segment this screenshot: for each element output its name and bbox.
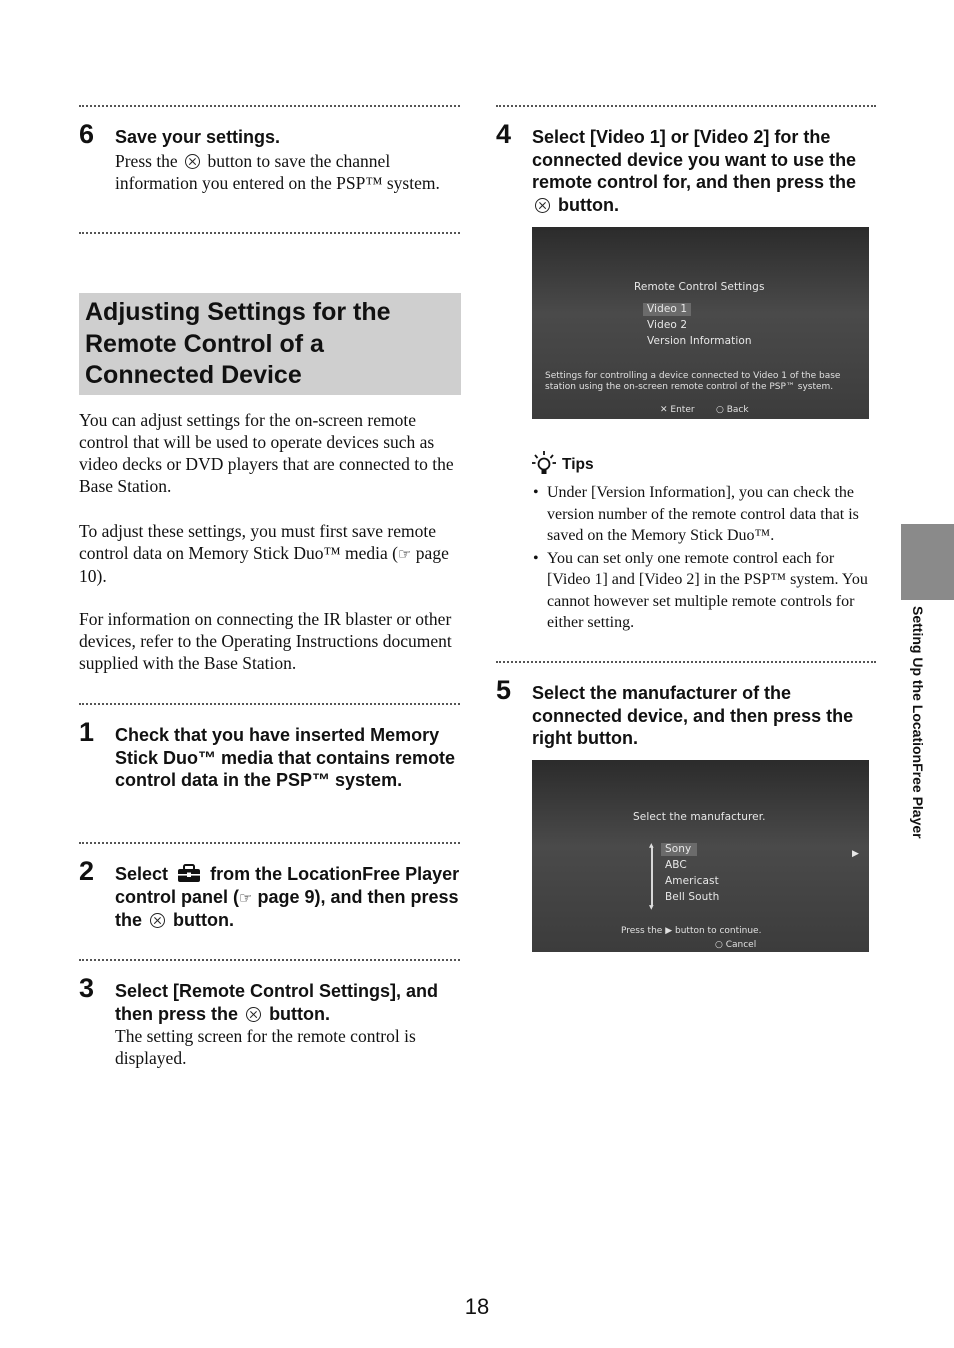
step-5-number: 5 xyxy=(496,675,512,705)
screen-title: Remote Control Settings xyxy=(634,281,765,293)
manufacturer-item-abc[interactable]: ABC xyxy=(665,859,687,871)
step-5-title: Select the manufacturer of the connected device, and then press the right button. xyxy=(532,683,854,748)
separator-dots xyxy=(496,661,876,663)
step-2-title xyxy=(115,863,465,932)
screen-description: Settings for controlling a device connected to Video 1 of the base station using the on-screen remote control of the PSP™ system. xyxy=(545,371,841,392)
step-6-title: Save your settings. xyxy=(115,127,281,147)
section-heading-box xyxy=(79,293,461,395)
separator-dots xyxy=(79,105,460,107)
intro-paragraph-2-ref: page 10). xyxy=(79,543,449,586)
step-6-body-pre: Press the xyxy=(115,151,178,171)
step-3-title-post: button. xyxy=(269,1003,331,1024)
separator-dots xyxy=(79,232,460,234)
menu-item-video-1[interactable]: Video 1 xyxy=(647,303,688,315)
step-2-title-mid: from the LocationFree Player control panel ( xyxy=(115,864,460,907)
side-label: Setting Up the LocationFree Player xyxy=(910,606,926,839)
scroll-up-arrow-icon: ▲ xyxy=(649,842,654,849)
step-3-title-pre: Select [Remote Control Settings], and then press the xyxy=(115,981,439,1024)
toolbox-icon xyxy=(177,864,201,883)
step-4-title-pre: Select [Video 1] or [Video 2] for the connected device you want to use the remote control for, and then press the xyxy=(532,127,857,192)
right-arrow-icon[interactable]: ▶ xyxy=(852,849,859,859)
step-4-title-post: button. xyxy=(558,194,619,215)
cross-button-icon xyxy=(185,154,200,169)
step-2-number: 2 xyxy=(79,856,95,886)
side-tab xyxy=(901,524,954,600)
tips-list xyxy=(533,482,878,635)
step-1-number: 1 xyxy=(79,717,95,747)
manufacturer-item-sony[interactable]: Sony xyxy=(665,843,692,855)
tips-label: Tips xyxy=(562,456,594,473)
step-3-title xyxy=(115,980,465,1025)
page-reference-icon: ☞ xyxy=(397,545,412,563)
step-4-number: 4 xyxy=(496,119,512,149)
remote-control-settings-screenshot xyxy=(532,227,869,419)
screen-footer: Press the ▶ button to continue. xyxy=(621,926,762,936)
step-6-number: 6 xyxy=(79,119,95,149)
step-2-title-post: button. xyxy=(173,910,235,930)
intro-paragraph-2-text: To adjust these settings, you must first save remote control data on Memory Stick Duo™ media ( xyxy=(79,521,436,563)
step-3-body: The setting screen for the remote control is displayed. xyxy=(115,1026,416,1068)
intro-paragraph-2 xyxy=(79,520,464,587)
screen-title: Select the manufacturer. xyxy=(633,811,766,823)
step-4-title xyxy=(532,126,878,216)
step-6-body xyxy=(115,150,460,194)
cross-button-icon xyxy=(535,198,550,213)
step-1-title: Check that you have inserted Memory Stick Duo™ media that contains remote control data in the PSP™ system. xyxy=(115,725,456,790)
separator-dots xyxy=(79,959,460,961)
manufacturer-item-bell-south[interactable]: Bell South xyxy=(665,891,720,903)
tips-lightbulb-icon xyxy=(532,450,556,476)
section-heading-line-2: Remote Control of a xyxy=(85,329,324,358)
scroll-down-arrow-icon: ▼ xyxy=(649,904,654,911)
separator-dots xyxy=(496,105,876,107)
menu-item-video-2[interactable]: Video 2 xyxy=(647,319,688,331)
manufacturer-item-americast[interactable]: Americast xyxy=(665,875,719,887)
cross-button-icon xyxy=(150,913,165,928)
step-6-body-post: button to save the channel information you entered on the PSP™ system. xyxy=(115,151,440,193)
select-manufacturer-screenshot xyxy=(532,760,869,952)
cancel-hint: ○ Cancel xyxy=(715,940,757,950)
cross-button-icon xyxy=(246,1007,261,1022)
page-reference-icon: ☞ xyxy=(239,888,253,907)
step-2-title-ref: page 9), and then press the xyxy=(115,886,459,930)
scrollbar[interactable] xyxy=(651,846,653,906)
tips-item: • Under [Version Information], you can check the version number of the remote control data that is saved on the Memory Stick Duo™. xyxy=(533,484,859,544)
intro-paragraph-1: You can adjust settings for the on-screen remote control that will be used to operate devices such as video decks or DVD players that are connected to the Base Station. xyxy=(79,410,454,496)
section-heading xyxy=(85,297,391,392)
right-button-icon: ▶ xyxy=(665,926,673,936)
section-heading-line-3: Connected Device xyxy=(85,361,302,389)
separator-dots xyxy=(79,842,460,844)
separator-dots xyxy=(79,703,460,705)
intro-paragraph-3: For information on connecting the IR blaster or other devices, refer to the Operating Instructions document supplied with the Base Station. xyxy=(79,609,452,673)
page-number: 18 xyxy=(464,1294,490,1319)
back-hint: ○ Back xyxy=(716,405,749,415)
step-2-title-pre: Select xyxy=(115,864,169,884)
section-heading-line-1: Adjusting Settings for the xyxy=(85,298,391,326)
enter-hint: ✕ Enter xyxy=(660,405,695,415)
step-3-number: 3 xyxy=(79,973,95,1003)
tips-item: • You can set only one remote control each for [Video 1] and [Video 2] in the PSP™ system. You cannot however set multiple remote controls for either setting. xyxy=(533,549,868,631)
menu-item-version-information[interactable]: Version Information xyxy=(647,335,752,347)
